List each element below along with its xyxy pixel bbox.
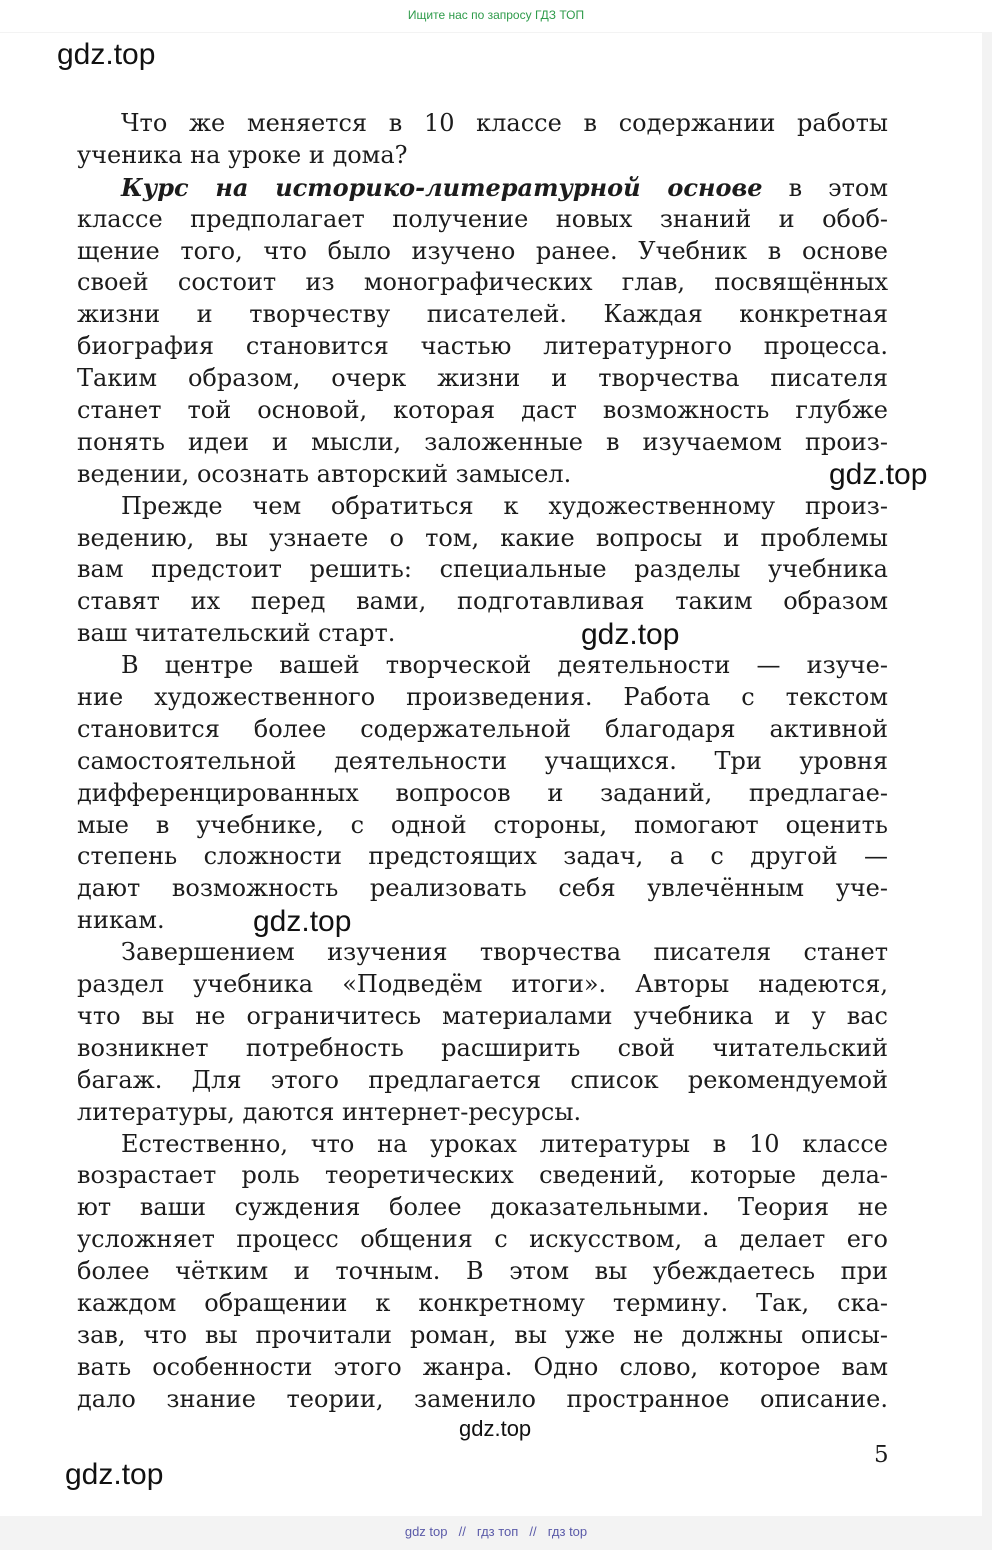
text-line: что вы не ограничитесь материалами учебника и у вас <box>77 1001 888 1030</box>
text-line: багаж. Для этого предлагается список рекомендуемой <box>77 1065 888 1094</box>
page-edge <box>982 33 992 1516</box>
text-fragment: в этом <box>762 173 888 202</box>
watermark: gdz.top <box>829 458 928 491</box>
footer-link-gdz-top[interactable]: gdz top <box>404 1524 448 1539</box>
text-line: станет той основой, которая даст возможность глубже <box>77 396 888 425</box>
text-line: дало знание теории, заменило пространное описание. <box>77 1384 888 1413</box>
text-line: никам. <box>77 906 165 935</box>
top-banner <box>0 0 992 32</box>
text-line <box>77 172 888 204</box>
text-line: более чётким и точным. В этом вы убеждаетесь при <box>77 1257 888 1286</box>
text-line: ведении, осознать авторский замысел. <box>77 459 572 488</box>
watermark: gdz.top <box>253 905 352 938</box>
text-line: возрастает роль теоретических сведений, которые дела- <box>77 1161 888 1190</box>
text-line: степень сложности предстоящих задач, а с другой — <box>77 842 888 871</box>
text-line: щение того, что было изучено ранее. Учебник в основе <box>77 236 888 265</box>
page-number: 5 <box>874 1442 889 1468</box>
text-line: дают возможность реализовать себя увлечённым уче- <box>77 874 888 903</box>
text-line: раздел учебника «Подведём итоги». Авторы надеются, <box>77 970 888 999</box>
text-line: каждом обращении к конкретному термину. Так, ска- <box>77 1288 888 1317</box>
text-line: Завершением изучения творчества писателя станет <box>121 938 888 967</box>
text-line: усложняет процесс общения с искусством, а делает его <box>77 1225 888 1254</box>
text-line: литературы, даются интернет-ресурсы. <box>77 1097 582 1126</box>
text-line: своей состоит из монографических глав, посвящённых <box>77 268 888 297</box>
text-line: Что же меняется в 10 классе в содержании работы <box>121 109 888 137</box>
watermark: gdz.top <box>57 38 156 71</box>
text-line: ние художественного произведения. Работа с текстом <box>77 683 888 712</box>
text-line: становится более содержательной благодаря активной <box>77 714 888 743</box>
text-line: вать особенности этого жанра. Одно слово, которое вам <box>77 1352 888 1381</box>
search-hint-link[interactable]: Ищите нас по запросу ГДЗ ТОП <box>407 8 585 22</box>
text-line: биография становится частью литературного процесса. <box>77 332 888 361</box>
text-line: Таким образом, очерк жизни и творчества писателя <box>77 364 888 393</box>
footer-link-gdz-top-ru[interactable]: гдз топ <box>476 1524 519 1539</box>
footer-links <box>0 1520 992 1550</box>
text-line: вам предстоит решить: специальные разделы учебника <box>77 555 888 584</box>
text-line: ставят их перед вами, подготавливая таким образом <box>77 587 888 616</box>
footer-link-gdz-top-mixed[interactable]: гдз top <box>547 1524 588 1539</box>
footer-separator: // <box>458 1524 466 1539</box>
text-line: самостоятельной деятельности учащихся. Три уровня <box>77 746 888 775</box>
footer-separator: // <box>529 1524 537 1539</box>
text-line: ведению, вы узнаете о том, какие вопросы и проблемы <box>77 523 888 552</box>
watermark: gdz.top <box>459 1416 532 1441</box>
text-line: ют ваши суждения более доказательными. Теория не <box>77 1193 888 1222</box>
text-line: ваш читательский старт. <box>77 619 396 648</box>
text-line: жизни и творчеству писателей. Каждая конкретная <box>77 300 888 329</box>
text-line: зав, что вы прочитали роман, вы уже не должны описы- <box>77 1320 888 1349</box>
emphasis-course: Курс на историко-литературной основе <box>121 172 763 202</box>
body-text <box>77 108 888 1416</box>
text-line: мые в учебнике, с одной стороны, помогают оценить <box>77 810 888 839</box>
text-line: возникнет потребность расширить свой читательский <box>77 1033 888 1062</box>
text-line: дифференцированных вопросов и заданий, предлагае- <box>77 778 888 807</box>
text-line: классе предполагает получение новых знаний и обоб- <box>77 204 888 233</box>
watermark: gdz.top <box>65 1458 164 1491</box>
watermark: gdz.top <box>581 618 680 651</box>
text-line: В центре вашей творческой деятельности — изуче- <box>121 651 888 680</box>
text-line: ученика на уроке и дома? <box>77 140 408 169</box>
text-line: Прежде чем обратиться к художественному произ- <box>121 491 888 520</box>
text-line: понять идеи и мысли, заложенные в изучаемом произ- <box>77 427 888 456</box>
text-line: Естественно, что на уроках литературы в 10 классе <box>121 1129 888 1158</box>
